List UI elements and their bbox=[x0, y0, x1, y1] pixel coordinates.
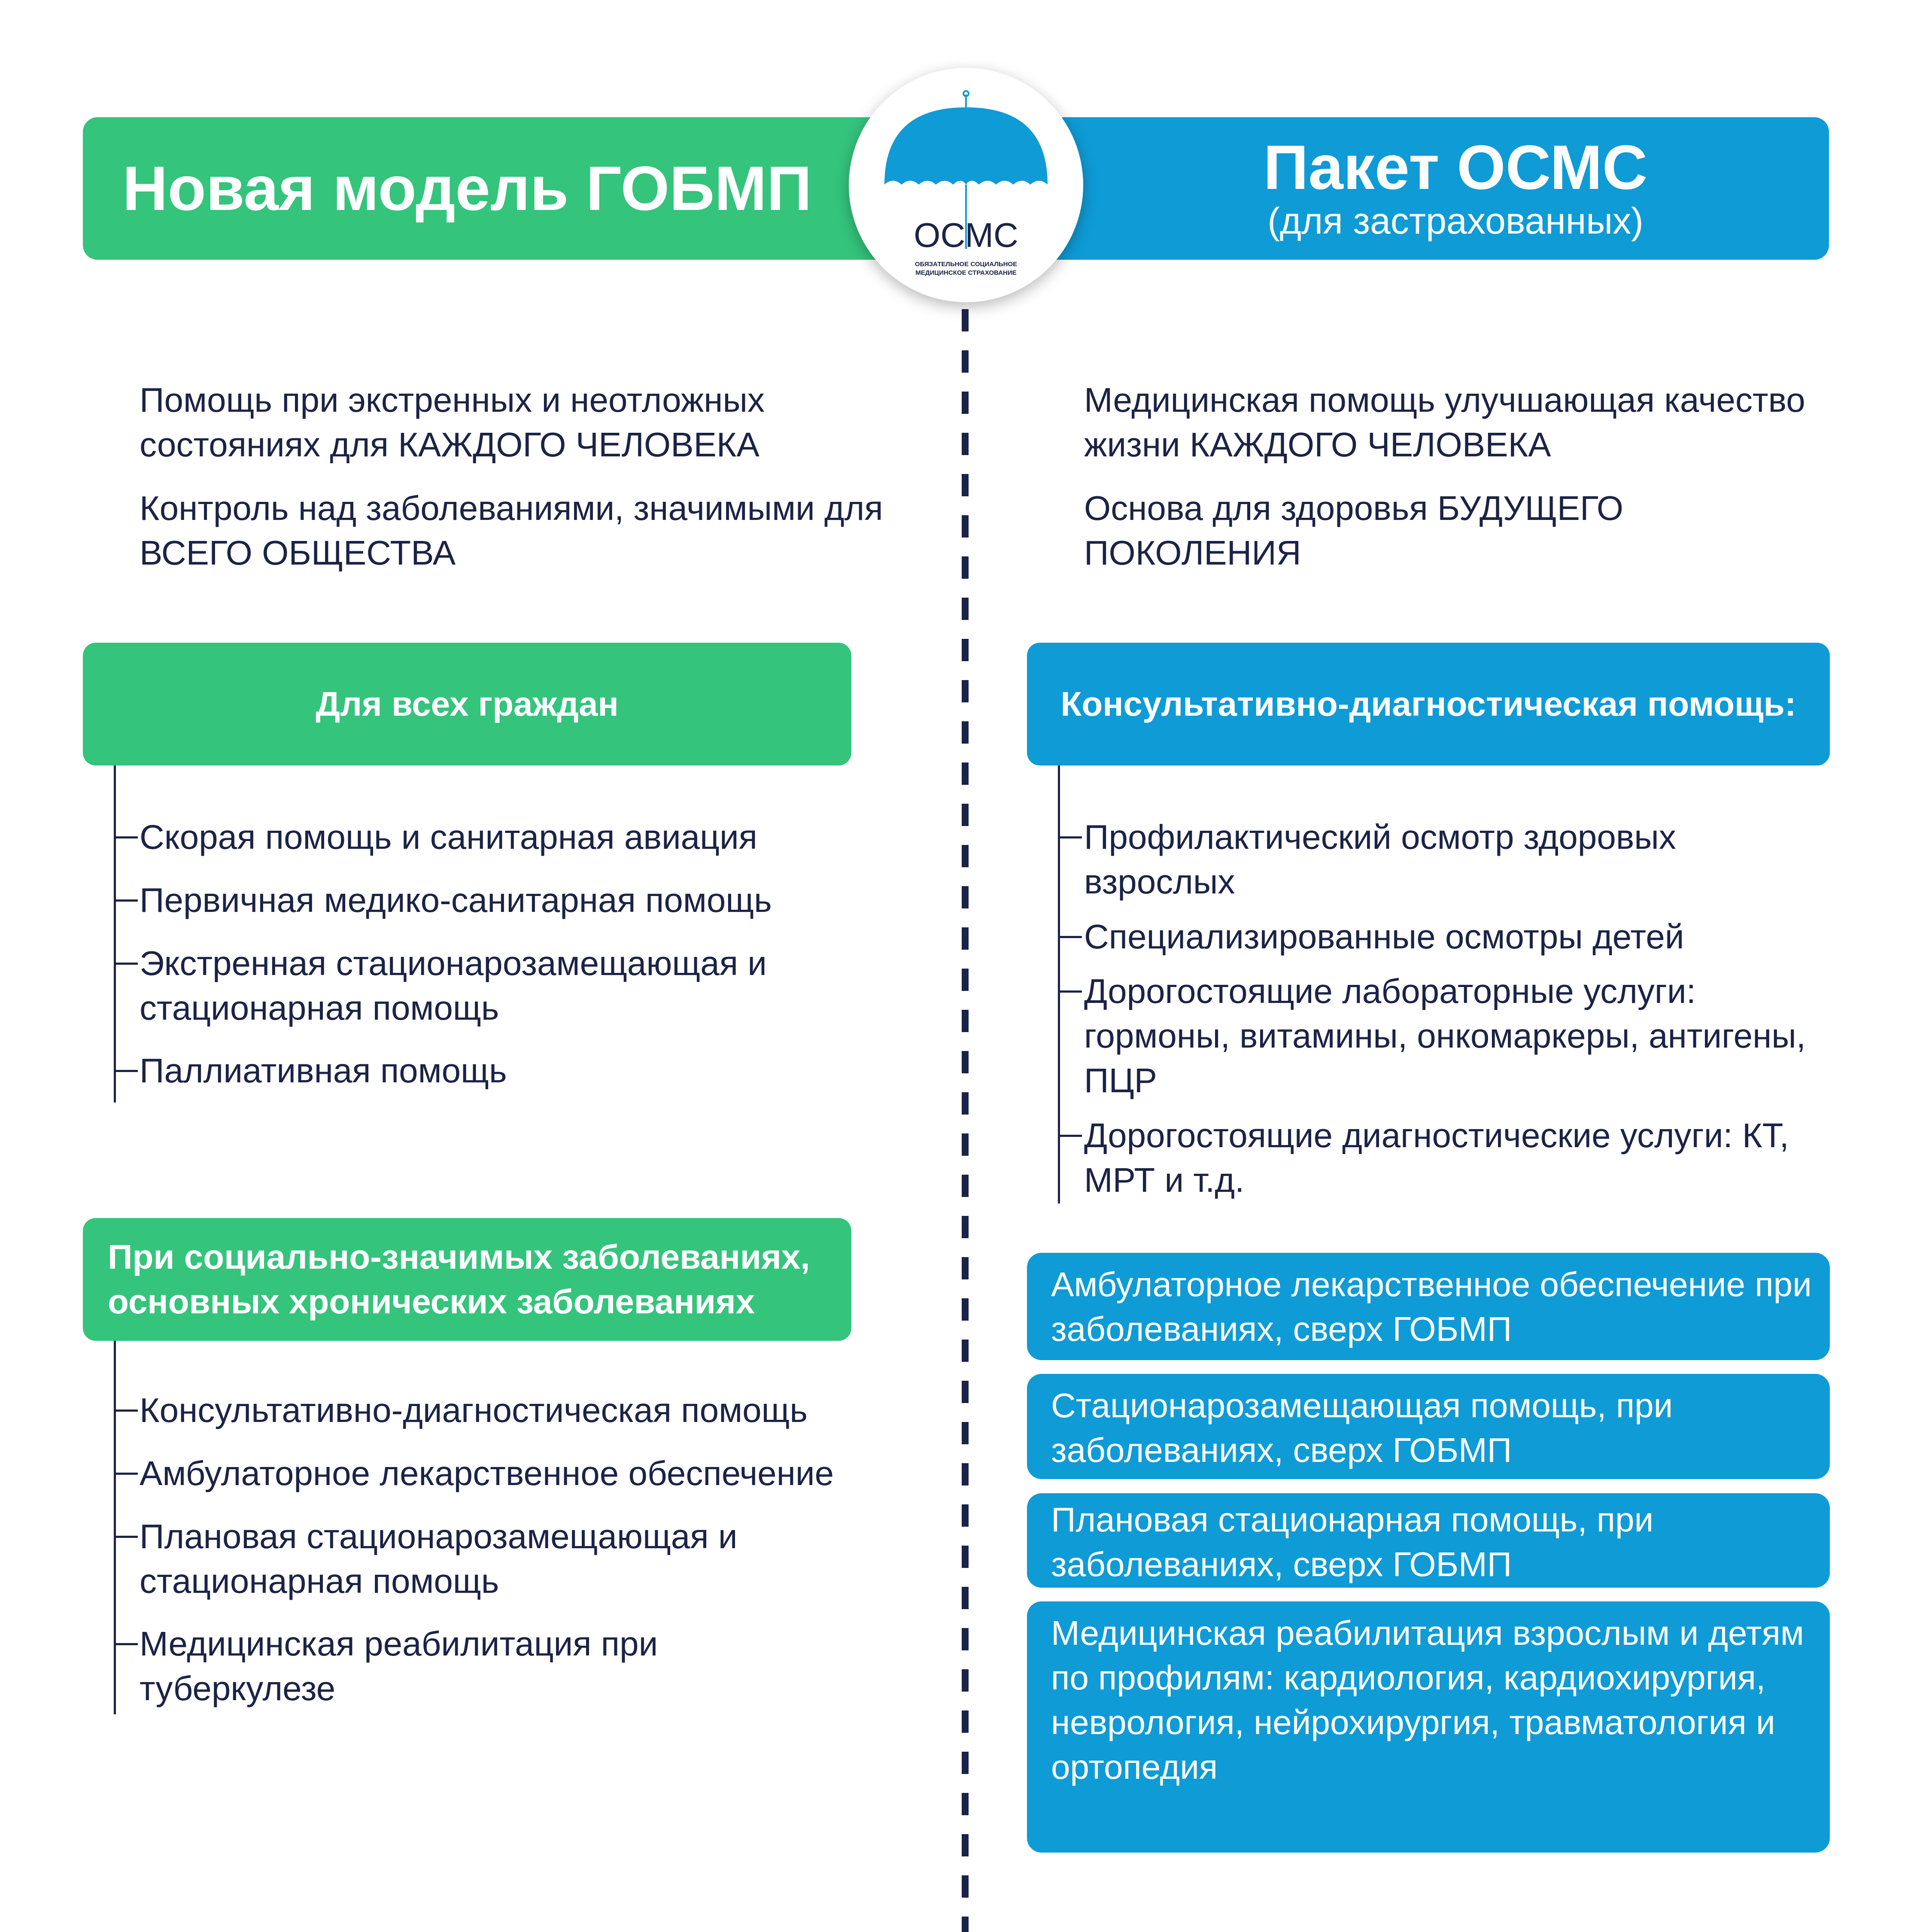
left-intro-line: Помощь при экстренных и неотложных состояниях для КАЖДОГО ЧЕЛОВЕКА bbox=[140, 381, 765, 464]
right-title-block bbox=[1082, 117, 1829, 260]
center-divider bbox=[962, 309, 969, 1932]
insurance-box bbox=[1027, 1601, 1830, 1853]
tree-tick bbox=[114, 1410, 138, 1412]
tree-tick bbox=[114, 899, 138, 902]
left-section1-header bbox=[83, 643, 851, 766]
insurance-box-text: Амбулаторное лекарственное обеспечение при заболеваниях, сверх ГОБМП bbox=[1051, 1265, 1812, 1348]
right-section1-title: Консультативно-диагностическая помощь: bbox=[1060, 685, 1796, 723]
right-subtitle: (для застрахованных) bbox=[1267, 200, 1643, 242]
left-title: Новая модель ГОБМП bbox=[122, 153, 812, 223]
tree-tick bbox=[114, 836, 138, 838]
tree-tick bbox=[114, 963, 138, 965]
tree-tick bbox=[1058, 936, 1082, 938]
tree-tick bbox=[1058, 990, 1082, 993]
insurance-box bbox=[1027, 1493, 1830, 1588]
list-item: Первичная медико-санитарная помощь bbox=[140, 881, 772, 919]
tree-tick bbox=[114, 1643, 138, 1645]
list-item: Амбулаторное лекарственное обеспечение bbox=[140, 1454, 834, 1492]
insurance-box-text: Плановая стационарная помощь, при заболеваниях, сверх ГОБМП bbox=[1051, 1501, 1654, 1583]
right-section1-header bbox=[1027, 643, 1830, 766]
list-item: Плановая стационарозамещающая и стационарная помощь bbox=[140, 1517, 738, 1600]
right-intro bbox=[1084, 378, 1814, 594]
list-item: Дорогостоящие лабораторные услуги: гормоны, витамины, онкомаркеры, антигены, ПЦР bbox=[1084, 972, 1806, 1100]
list-item: Специализированные осмотры детей bbox=[1084, 917, 1684, 956]
list-item: Консультативно-диагностическая помощь bbox=[140, 1391, 808, 1429]
right-section1-tree-line bbox=[1058, 766, 1060, 1203]
insurance-box bbox=[1027, 1374, 1830, 1479]
left-section1-tree-line bbox=[114, 766, 116, 1103]
logo-caption-line2: МЕДИЦИНСКОЕ СТРАХОВАНИЕ bbox=[915, 269, 1017, 276]
tree-tick bbox=[114, 1473, 138, 1475]
tree-tick bbox=[1058, 1135, 1082, 1137]
left-section2-title: При социально-значимых заболеваниях, основных хронических заболеваниях bbox=[108, 1238, 810, 1321]
tree-tick bbox=[114, 1536, 138, 1538]
insurance-box bbox=[1027, 1253, 1830, 1360]
list-item: Экстренная стационарозамещающая и стационарная помощь bbox=[140, 944, 767, 1027]
list-item: Профилактический осмотр здоровых взрослых bbox=[1084, 818, 1676, 901]
left-section2-header bbox=[83, 1218, 851, 1341]
right-intro-line: Медицинская помощь улучшающая качество жизни КАЖДОГО ЧЕЛОВЕКА bbox=[1084, 381, 1805, 464]
left-section2-tree-line bbox=[114, 1341, 116, 1714]
left-intro-line: Контроль над заболеваниями, значимыми для ВСЕГО ОБЩЕСТВА bbox=[140, 489, 883, 572]
left-intro bbox=[140, 378, 934, 594]
right-title: Пакет ОСМС bbox=[1263, 132, 1648, 202]
logo-caption-line1: ОБЯЗАТЕЛЬНОЕ СОЦИАЛЬНОЕ bbox=[914, 261, 1018, 268]
tree-tick bbox=[114, 1070, 138, 1072]
list-item: Дорогостоящие диагностические услуги: КТ, МРТ и т.д. bbox=[1084, 1116, 1789, 1199]
tree-tick bbox=[1058, 836, 1082, 838]
umbrella-icon bbox=[859, 77, 1073, 292]
left-section1-title: Для всех граждан bbox=[316, 685, 619, 723]
logo-name: ОСМС bbox=[914, 216, 1018, 254]
list-item: Медицинская реабилитация при туберкулезе bbox=[140, 1625, 658, 1707]
right-intro-line: Основа для здоровья БУДУЩЕГО ПОКОЛЕНИЯ bbox=[1084, 489, 1624, 572]
insurance-box-text: Стационарозамещающая помощь, при заболеваниях, сверх ГОБМП bbox=[1051, 1386, 1673, 1469]
list-item: Паллиативная помощь bbox=[140, 1051, 507, 1090]
list-item: Скорая помощь и санитарная авиация bbox=[140, 818, 757, 856]
insurance-box-text: Медицинская реабилитация взрослым и детям по профилям: кардиология, кардиохирургия, неврология, нейрохирургия, травматология и ортопедия bbox=[1051, 1614, 1804, 1786]
